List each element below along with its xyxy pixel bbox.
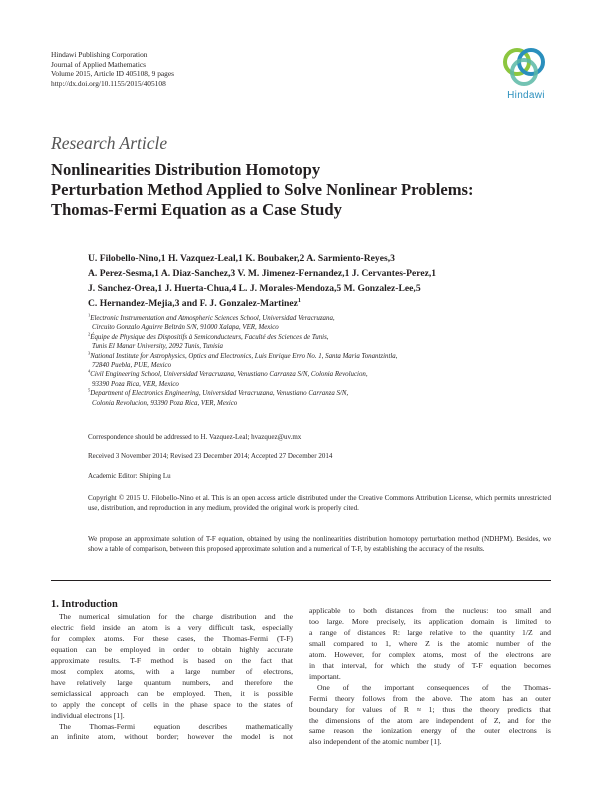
text-line: equation can be employed in order to obtain highly accurate: [51, 644, 293, 654]
text-line: an infinite atom, without border; however the model is not: [51, 732, 293, 742]
text-line: important.: [309, 671, 341, 681]
text-line: One of the important consequences of the Thomas-: [317, 682, 551, 692]
text-line: boundary for values of R ≈ 1; thus the theory predicts that: [309, 704, 551, 714]
affiliation-line: Circuito Gonzalo Aguirre Beltrán S/N, 91000 Xalapa, VER, Mexico: [92, 324, 279, 332]
text-line: electric field inside an atom is a very difficult task, especially: [51, 622, 293, 632]
title-line: Perturbation Method Applied to Solve Nonlinear Problems:: [51, 180, 474, 199]
publisher-line: Hindawi Publishing Corporation: [51, 50, 148, 59]
text-line: approximate results. T-F method is based on the fact that: [51, 655, 293, 665]
text-line: for complex atoms. For these cases, the Thomas-Fermi (T-F): [51, 633, 293, 643]
academic-editor: Academic Editor: Shiping Lu: [88, 472, 171, 480]
affiliation-line: $^5$Department of Electronics Engineering, Universidad Veracruzana, Venustiano Carranza S/N,: [88, 387, 349, 398]
copyright-notice: Copyright © 2015 U. Filobello-Nino et al. This is an open access article distributed under the Creative Commons Attribution License, which permits unrestricted use, distribution, and reproduction in any medium, provided the original work is properly cited.: [88, 494, 551, 513]
text-line: have relatively large quantum numbers, and therefore the: [51, 677, 293, 687]
text-line: to apply the concept of cells in the phase space to the states of: [51, 699, 293, 709]
journal-header: [51, 50, 174, 88]
correspondence: Correspondence should be addressed to H. Vazquez-Leal; hvazquez@uv.mx: [88, 433, 302, 441]
text-line: also independent of the atomic number [1].: [309, 737, 442, 747]
text-line: The Thomas-Fermi equation describes mathematically: [59, 721, 293, 731]
hindawi-logo-text: Hindawi: [507, 90, 545, 101]
abstract: We propose an approximate solution of T-F equation, obtained by using the nonlinearities distribution homotopy perturbation method (NDHPM). Besides, we show a table of comparison, between this proposed approximate solution and a numerical of T-F, by establishing the accuracy of the results.: [88, 535, 551, 554]
section-divider: [51, 580, 551, 581]
section-heading: 1. Introduction: [51, 599, 118, 610]
author-line: J. Sanchez-Orea,1 J. Huerta-Chua,4 L. J. Morales-Mendoza,5 M. Gonzalez-Lee,5: [88, 283, 421, 295]
author-line: A. Perez-Sesma,1 A. Diaz-Sanchez,3 V. M. Jimenez-Fernandez,1 J. Cervantes-Perez,1: [88, 268, 437, 280]
affiliation-line: Tunis El Manar University, 2092 Tunis, Tunisia: [92, 343, 223, 351]
affiliation-line: 72840 Puebla, PUE, Mexico: [92, 362, 172, 370]
title-line: Thomas-Fermi Equation as a Case Study: [51, 200, 342, 219]
text-line: a range of distances R: large relative to the quantity 1/Z and: [309, 627, 551, 637]
paper-title: [51, 160, 551, 220]
affiliation-line: $^4$Civil Engineering School, Universidad Veracruzana, Venustiano Carranza S/N, Colonia Revolucion,: [88, 369, 368, 379]
doi-link[interactable]: http://dx.doi.org/10.1155/2015/405108: [51, 78, 166, 88]
affiliation-line: 93390 Poza Rica, VER, Mexico: [92, 380, 179, 388]
text-line: The numerical simulation for the charge distribution and the: [59, 612, 293, 621]
author-line: U. Filobello-Nino,1 H. Vazquez-Leal,1 K. Boubaker,2 A. Sarmiento-Reyes,3: [88, 253, 395, 264]
text-line: the dimensions of the atom are independent of Z, and for the: [309, 715, 551, 725]
author-line: C. Hernandez-Mejia,3 and F. J. Gonzalez-Martinez$^1$: [88, 297, 301, 310]
text-line: most complex atoms, with a large number of electrons,: [51, 666, 293, 676]
affiliations: [88, 314, 558, 408]
text-line: semiclassical approach can be employed. Then, it is possible: [51, 688, 293, 698]
received-dates: Received 3 November 2014; Revised 23 December 2014; Accepted 27 December 2014: [88, 452, 333, 460]
affiliation-line: $^2$Équipe de Physique des Dispositifs à Semiconducteurs, Faculté des Sciences de Tunis,: [88, 331, 329, 341]
right-column: [309, 606, 551, 748]
text-line: individual electrons [1].: [51, 710, 125, 720]
text-line: same reason the ionization energy of the outer electrons is: [309, 726, 551, 736]
author-list: [88, 251, 558, 311]
affiliation-line: $^3$National Institute for Astrophysics, Optics and Electronics, Luis Enrique Erro No. 1, Santa Maria Tonantzintla,: [88, 350, 398, 360]
text-line: too large. More precisely, its application domain is limited to: [309, 616, 551, 626]
text-line: in that interval, for which the study of T-F equation becomes: [309, 660, 551, 670]
text-line: Fermi theory follows from the above. The atom has an outer: [309, 693, 551, 703]
affiliation-line: $^1$Electronic Instrumentation and Atmospheric Sciences School, Universidad Veracruzana,: [88, 312, 335, 322]
text-line: applicable to both distances from the nucleus: too small and: [309, 606, 551, 615]
journal-name: Journal of Applied Mathematics: [51, 59, 147, 69]
left-column: [51, 612, 293, 743]
title-line: Nonlinearities Distribution Homotopy: [51, 160, 321, 179]
volume-line: Volume 2015, Article ID 405108, 9 pages: [51, 69, 175, 79]
affiliation-line: Colonia Revolucion, 93390 Poza Rica, VER, Mexico: [92, 399, 238, 407]
text-line: small compared to 1, where Z is the atomic number of the: [309, 638, 551, 648]
article-type: Research Article: [51, 133, 168, 153]
text-line: atom. However, for complex atoms, most of the electrons are: [309, 649, 551, 659]
